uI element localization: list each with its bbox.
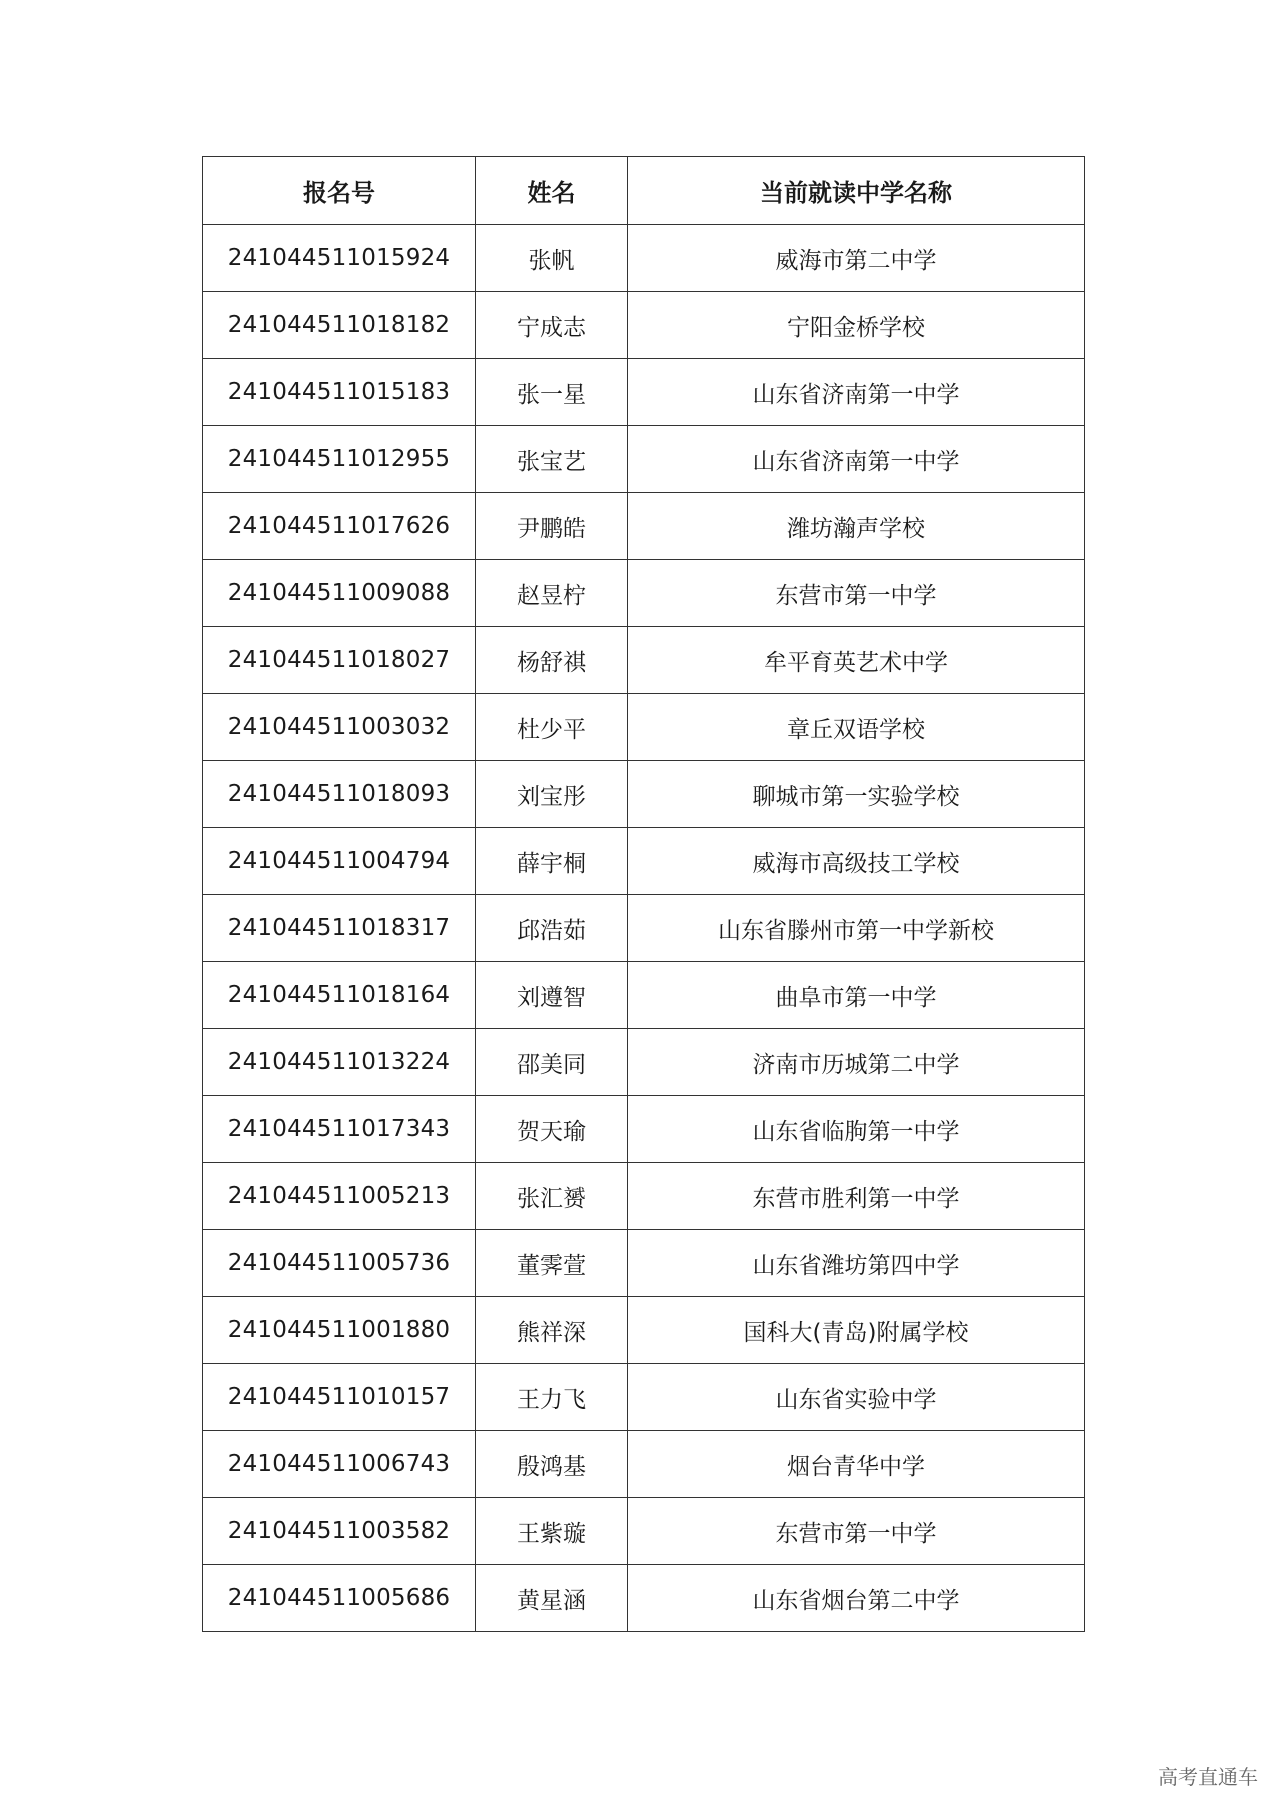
header-name: 姓名 — [476, 157, 628, 225]
registration-number: 241044511018182 — [203, 292, 476, 359]
school-name: 国科大(青岛)附属学校 — [628, 1297, 1085, 1364]
registration-number: 241044511015183 — [203, 359, 476, 426]
student-name: 刘遵智 — [476, 962, 628, 1029]
school-name: 聊城市第一实验学校 — [628, 761, 1085, 828]
student-name: 杨舒祺 — [476, 627, 628, 694]
school-name: 山东省滕州市第一中学新校 — [628, 895, 1085, 962]
table-row — [203, 225, 1085, 292]
table-row — [203, 1163, 1085, 1230]
student-name: 王紫璇 — [476, 1498, 628, 1565]
school-name: 山东省济南第一中学 — [628, 359, 1085, 426]
school-name: 东营市胜利第一中学 — [628, 1163, 1085, 1230]
student-name: 薛宇桐 — [476, 828, 628, 895]
registration-number: 241044511017626 — [203, 493, 476, 560]
registration-number: 241044511003582 — [203, 1498, 476, 1565]
table-row — [203, 560, 1085, 627]
student-name: 黄星涵 — [476, 1565, 628, 1632]
registration-number: 241044511004794 — [203, 828, 476, 895]
school-name: 东营市第一中学 — [628, 560, 1085, 627]
table-row — [203, 761, 1085, 828]
table-row — [203, 1029, 1085, 1096]
school-name: 曲阜市第一中学 — [628, 962, 1085, 1029]
school-name: 山东省临朐第一中学 — [628, 1096, 1085, 1163]
registration-number: 241044511018317 — [203, 895, 476, 962]
registration-number: 241044511001880 — [203, 1297, 476, 1364]
table-row — [203, 1364, 1085, 1431]
student-name: 尹鹏皓 — [476, 493, 628, 560]
table-row — [203, 1565, 1085, 1632]
table-row — [203, 1431, 1085, 1498]
school-name: 烟台青华中学 — [628, 1431, 1085, 1498]
student-name: 王力飞 — [476, 1364, 628, 1431]
header-registration-number: 报名号 — [203, 157, 476, 225]
student-name: 贺天瑜 — [476, 1096, 628, 1163]
student-name: 邵美同 — [476, 1029, 628, 1096]
student-name: 张帆 — [476, 225, 628, 292]
table-row — [203, 694, 1085, 761]
table-row — [203, 493, 1085, 560]
student-name: 赵昱柠 — [476, 560, 628, 627]
table-row — [203, 1096, 1085, 1163]
registration-number: 241044511018164 — [203, 962, 476, 1029]
registration-number: 241044511018093 — [203, 761, 476, 828]
student-name: 邱浩茹 — [476, 895, 628, 962]
registration-number: 241044511005736 — [203, 1230, 476, 1297]
school-name: 山东省实验中学 — [628, 1364, 1085, 1431]
school-name: 威海市高级技工学校 — [628, 828, 1085, 895]
school-name: 济南市历城第二中学 — [628, 1029, 1085, 1096]
school-name: 潍坊瀚声学校 — [628, 493, 1085, 560]
registration-number: 241044511018027 — [203, 627, 476, 694]
table-row — [203, 828, 1085, 895]
student-name: 张一星 — [476, 359, 628, 426]
registration-number: 241044511005686 — [203, 1565, 476, 1632]
student-name: 杜少平 — [476, 694, 628, 761]
registration-number: 241044511005213 — [203, 1163, 476, 1230]
school-name: 东营市第一中学 — [628, 1498, 1085, 1565]
student-name: 殷鸿基 — [476, 1431, 628, 1498]
school-name: 威海市第二中学 — [628, 225, 1085, 292]
watermark-text: 高考直通车 — [1158, 1765, 1258, 1789]
student-name: 董霁萱 — [476, 1230, 628, 1297]
school-name: 章丘双语学校 — [628, 694, 1085, 761]
student-name: 张宝艺 — [476, 426, 628, 493]
student-name: 张汇赟 — [476, 1163, 628, 1230]
school-name: 山东省济南第一中学 — [628, 426, 1085, 493]
school-name: 山东省烟台第二中学 — [628, 1565, 1085, 1632]
admission-list-table — [202, 156, 1085, 1632]
school-name: 山东省潍坊第四中学 — [628, 1230, 1085, 1297]
student-name: 熊祥深 — [476, 1297, 628, 1364]
table-row — [203, 895, 1085, 962]
student-name: 宁成志 — [476, 292, 628, 359]
table-row — [203, 359, 1085, 426]
school-name: 牟平育英艺术中学 — [628, 627, 1085, 694]
table-header-row — [203, 157, 1085, 225]
registration-number: 241044511012955 — [203, 426, 476, 493]
registration-number: 241044511006743 — [203, 1431, 476, 1498]
registration-number: 241044511015924 — [203, 225, 476, 292]
student-name: 刘宝彤 — [476, 761, 628, 828]
table-row — [203, 292, 1085, 359]
table-row — [203, 1498, 1085, 1565]
header-school: 当前就读中学名称 — [628, 157, 1085, 225]
registration-number: 241044511013224 — [203, 1029, 476, 1096]
table-row — [203, 426, 1085, 493]
table-row — [203, 1297, 1085, 1364]
table-row — [203, 1230, 1085, 1297]
registration-number: 241044511009088 — [203, 560, 476, 627]
table-row — [203, 962, 1085, 1029]
registration-number: 241044511003032 — [203, 694, 476, 761]
registration-number: 241044511017343 — [203, 1096, 476, 1163]
registration-number: 241044511010157 — [203, 1364, 476, 1431]
school-name: 宁阳金桥学校 — [628, 292, 1085, 359]
table-row — [203, 627, 1085, 694]
